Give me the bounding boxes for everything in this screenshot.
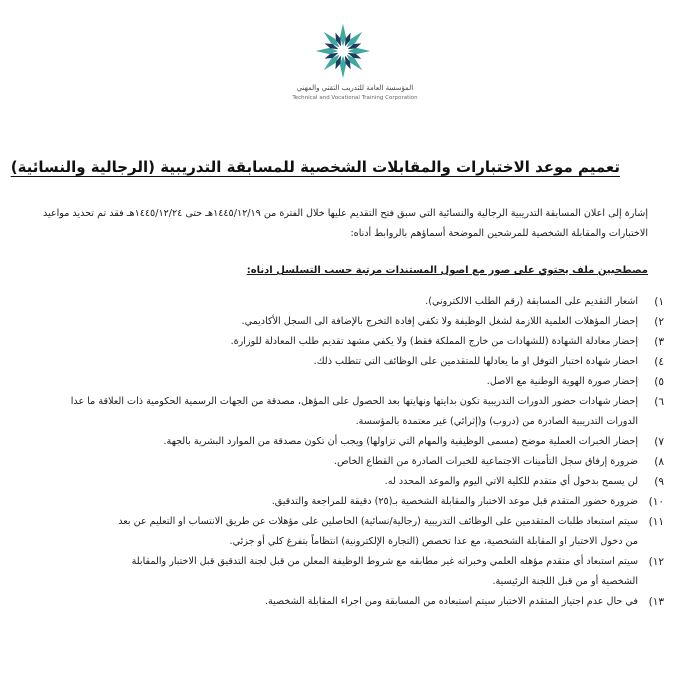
item-number: ٨) [654,456,664,468]
item-number: ٥) [654,376,664,388]
list-item [38,452,668,472]
item-number: ١٠) [648,496,664,508]
item-text: لن يسمح بدخول أي متقدم للكلية الاتي اليوم والموعد المحدد له. [384,476,638,487]
list-item [38,432,668,452]
list-item [38,312,668,332]
item-text: من دخول الاختبار او المقابلة الشخصية، مع عدا تخصص (التجارة الإلكترونية) انتظاماً بتفرغ كلي أو جزئي. [229,536,638,547]
item-text: إحضار المؤهلات العلمية اللازمة لشغل الوظيفة ولا تكفي إفادة التخرج بالإضافة الى السجل الأكاديمي. [241,316,638,327]
document-title: تعميم موعد الاختبارات والمقابلات الشخصية للمسابقة التدريبية (الرجالية والنسائية) [10,158,620,176]
intro-paragraph [38,204,648,244]
list-item [38,392,668,432]
list-item [38,332,668,352]
list-item [38,512,668,552]
intro-line: الاختبارات والمقابلة الشخصية للمرشحين الموضحة أسماؤهم بالروابط أدناه: [350,228,648,239]
organization-logo [290,20,420,120]
intro-line: إشارة إلى اعلان المسابقة التدريبية الرجالية والنسائية التي سبق فتح التقديم عليها خلال الفترة من ١٤٤٥/١٢/١٩هـ حتى ١٤٤٥/١٢/٢٤هـ فقد تم تحديد مواعيد [42,208,648,219]
item-text: ضرورة حضور المتقدم قبل موعد الاختبار والمقابلة الشخصية بـ(٢٥) دقيقة للمراجعة والتدقيق. [271,496,638,507]
item-text: إحضار معادلة الشهادة (للشهادات من خارج المملكة فقط) ولا يكفي مشهد تقديم طلب المعادلة للوزارة. [230,336,638,347]
item-number: ١٢) [648,556,664,568]
item-number: ١) [654,296,664,308]
item-number: ٢) [654,316,664,328]
requirements-note: مصطحبين ملف يحتوي على صور مع اصول المستندات مرتبة حسب التسلسل ادناه: [246,265,648,276]
list-item [38,372,668,392]
organization-name-english: Technical and Vocational Training Corporation [292,95,418,101]
item-text: اشعار التقديم على المسابقة (رقم الطلب الالكتروني). [425,296,638,307]
list-item [38,472,668,492]
list-item [38,492,668,512]
list-item [38,352,668,372]
item-text: الشخصية أو من قبل اللجنة الرئيسية. [492,576,638,587]
item-text: الدورات التدريبية الصادرة من (دروب) و(إثرائي) غير معتمدة بالمؤسسة. [355,416,638,427]
item-text: سيتم استبعاد طلبات المتقدمين على الوظائف التدريبية (رجالية/نسائية) الحاصلين على مؤهلات عن طريق الانتساب او التعليم عن بعد [118,516,638,527]
item-number: ٦) [654,396,664,408]
requirements-list [38,292,668,612]
item-text: سيتم استبعاد أي متقدم مؤهله العلمي وخبراته غير مطابقه مع شروط الوظيفة المعلن من قبل لجنة التدقيق قبل الاختبار والمقابلة [131,556,638,567]
item-text: إحضار شهادات حضور الدورات التدريبية تكون بدايتها ونهايتها بعد الحصول على المؤهل، مصدقة من الجهات الرسمية الحكومية ذات العلاقة ما عدا [70,396,638,407]
list-item [38,592,668,612]
item-number: ٣) [654,336,664,348]
item-text: احضار شهادة اختبار التوفل او ما يعادلها للمتقدمين على الوظائف التي تتطلب ذلك. [313,356,638,367]
item-text: إحضار الخبرات العملية موضح (مسمى الوظيفية والمهام التي تزاولها) ويجب أن تكون مصدقة من الموارد البشرية بالجهة. [163,436,638,447]
item-number: ١٣) [648,596,664,608]
list-item [38,292,668,312]
list-item [38,552,668,592]
item-number: ٤) [654,356,664,368]
tvtc-emblem-icon [312,20,374,82]
organization-name-arabic: المؤسسة العامة للتدريب التقني والمهني [296,84,414,92]
item-text: ضرورة إرفاق سجل التأمينات الاجتماعية للخبرات الصادرة من القطاع الخاص. [333,456,638,467]
item-text: إحضار صورة الهوية الوطنية مع الاصل. [486,376,638,387]
item-text: في حال عدم اجتياز المتقدم الاختبار سيتم استبعاده من المسابقة ومن اجراء المقابلة الشخصية. [264,596,638,607]
item-number: ٧) [654,436,664,448]
item-number: ١١) [648,516,664,528]
item-number: ٩) [654,476,664,488]
